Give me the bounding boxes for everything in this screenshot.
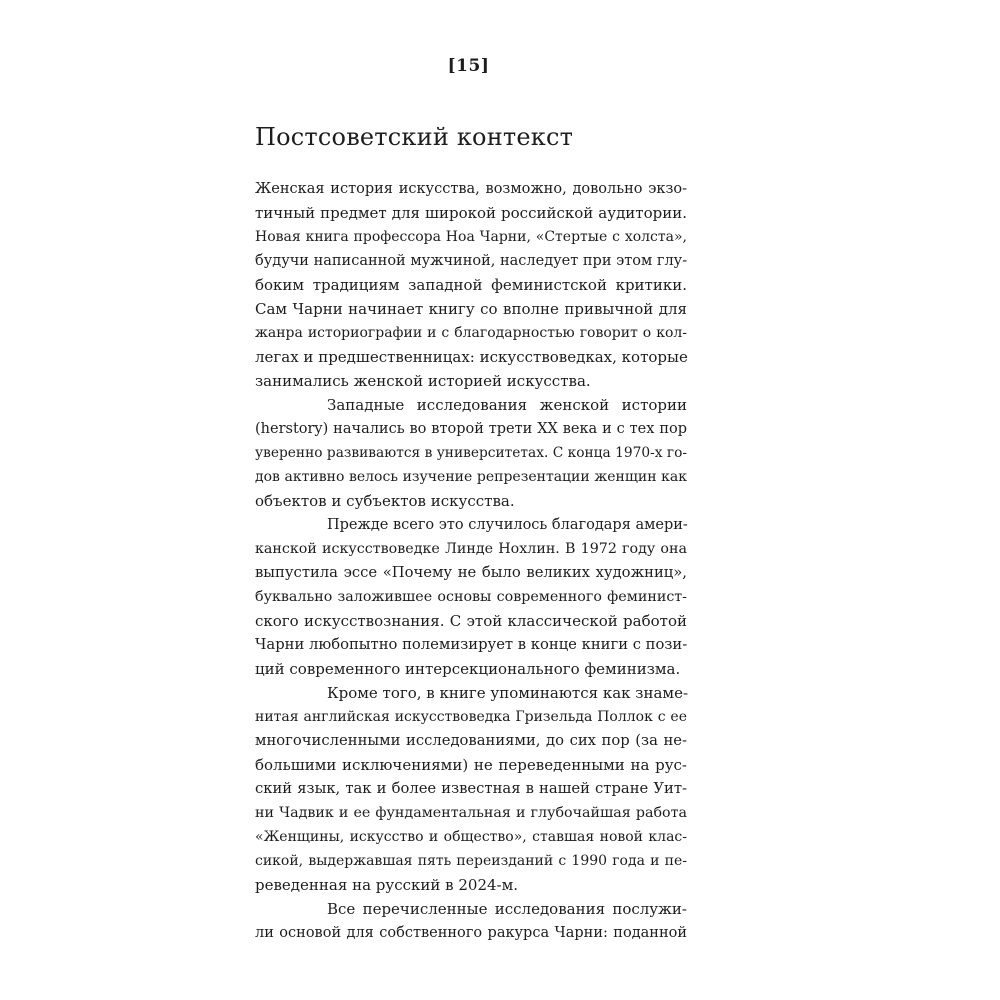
text-line: нитая английская искусствоведка Гризельда Поллок с ее: [255, 709, 687, 725]
text-line: будучи написанной мужчиной, наследует при этом глу-: [255, 253, 688, 269]
chapter-title: Постсоветский контекст: [255, 123, 574, 151]
text-line: буквально заложившее основы современного феминист-: [255, 589, 687, 605]
text-line: жанра историографии и с благодарностью говорит о кол-: [255, 325, 687, 341]
page-number: [15]: [447, 56, 490, 76]
text-line: легах и предшественницах: искусствоведках, которые: [255, 348, 688, 366]
text-line: Все перечисленные исследования послужи-: [327, 900, 687, 918]
text-line: сикой, выдержавшая пять переизданий с 1990 года и пе-: [255, 853, 687, 869]
text-line: Прежде всего это случилось благодаря амери-: [327, 517, 688, 533]
text-line: ций современного интерсекционального феминизма.: [255, 660, 681, 678]
paragraph-5: [255, 897, 687, 945]
text-line: объектов и субъектов искусства.: [255, 492, 515, 510]
text-line: боким традициям западной феминистской критики.: [255, 276, 687, 294]
text-line: Кроме того, в книге упоминаются как знаме-: [327, 684, 689, 702]
text-line: канской искусствоведке Линде Нохлин. В 1972 году она: [255, 541, 687, 557]
paragraph-1: [255, 177, 687, 393]
text-line: выпустила эссе «Почему не было великих художниц»,: [255, 564, 687, 581]
text-line: многочисленными исследованиями, до сих пор (за не-: [255, 732, 687, 749]
text-line: реведенная на русский в 2024-м.: [255, 876, 519, 894]
text-line: (herstory) начались во второй трети XX века и с тех пор: [255, 421, 687, 437]
text-line: занимались женской историей искусства.: [255, 372, 591, 390]
body-text: [255, 177, 687, 945]
text-line: дов активно велось изучение репрезентации женщин как: [255, 469, 687, 485]
paragraph-4: [255, 681, 687, 897]
text-line: «Женщины, искусство и общество», ставшая новой клас-: [255, 829, 687, 845]
text-line: ни Чадвик и ее фундаментальная и глубочайшая работа: [255, 805, 687, 821]
text-line: ского искусствознания. С этой классической работой: [255, 612, 687, 630]
text-line: ский язык, так и более известная в нашей стране Уит-: [255, 780, 687, 797]
text-line: ли основой для собственного ракурса Чарни: поданной: [255, 925, 687, 941]
text-line: тичный предмет для широкой российской аудитории.: [255, 204, 687, 222]
text-line: Сам Чарни начинает книгу со вполне привычной для: [255, 300, 687, 318]
paragraph-2: [255, 393, 687, 513]
text-line: Новая книга профессора Ноа Чарни, «Стертые с холста»,: [255, 229, 687, 245]
text-line: Чарни любопытно полемизирует в конце книги с пози-: [255, 636, 688, 653]
text-line: большими исключениями) не переведенными на рус-: [255, 756, 687, 774]
text-line: Женская история искусства, возможно, довольно экзо-: [255, 181, 687, 197]
paragraph-3: [255, 513, 687, 681]
text-line: уверенно развиваются в университетах. С конца 1970-х го-: [255, 445, 687, 461]
text-line: Западные исследования женской истории: [327, 396, 687, 414]
